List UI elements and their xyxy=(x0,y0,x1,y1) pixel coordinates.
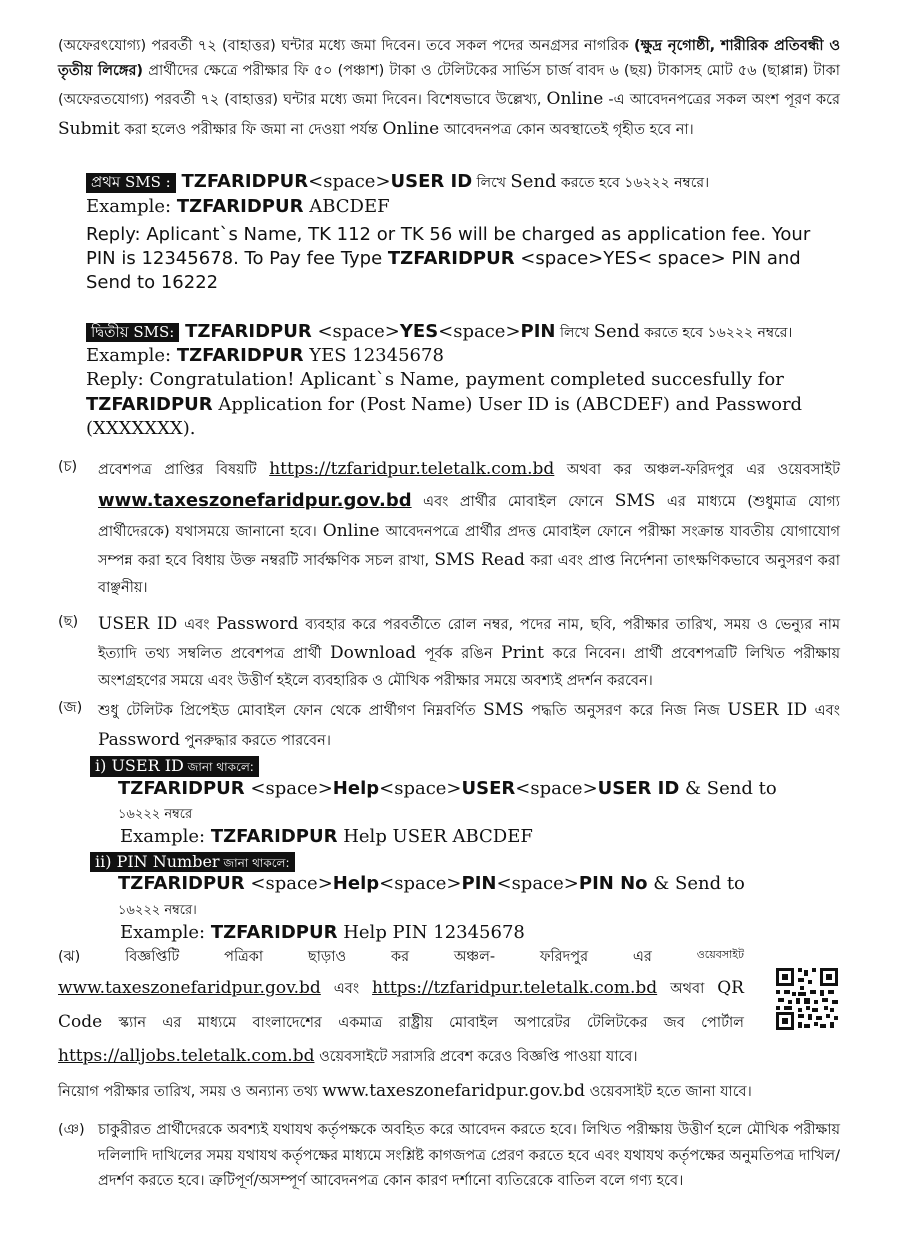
option-ii-ex-cmd: TZFARIDPUR xyxy=(210,922,338,944)
qr-code-icon[interactable] xyxy=(774,966,840,1032)
sms2-example-cmd: TZFARIDPUR xyxy=(176,345,304,367)
recovery-options xyxy=(58,756,840,945)
sms1-cmd: TZFARIDPUR xyxy=(181,171,309,193)
intro-online-2: Online xyxy=(382,118,440,139)
intro-text-4: করা হলেও পরীক্ষার ফি জমা না দেওয়া পর্যন্ত xyxy=(119,121,383,138)
clause-chha-t1: এবং xyxy=(177,616,217,633)
clause-jha-footer xyxy=(58,1077,840,1107)
intro-submit: Submit xyxy=(58,118,120,139)
option-i-sp1: <space> xyxy=(244,777,333,799)
clause-jha-line1 xyxy=(58,945,744,970)
intro-text-5: আবেদনপত্র কোন অবস্থাতেই গৃহীত হবে না। xyxy=(439,121,694,138)
sms1-reply-a: Reply: Aplicant`s Name, TK 112 or TK 56 will be charged as application fee. Your PIN is 12345678. To Pay fee Type xyxy=(86,223,811,270)
clause-jha-w4: কর xyxy=(390,949,410,966)
intro-paragraph xyxy=(58,34,840,144)
option-ii-sp3: <space> xyxy=(496,873,579,895)
sms2-cmd: TZFARIDPUR xyxy=(185,320,312,342)
sms1-tail: লিখে xyxy=(472,175,511,192)
clause-ja-t1: শুধু টেলিটক প্রিপেইড মোবাইল ফোন থেকে প্রার্থীগণ নিম্নবর্ণিত xyxy=(98,703,484,720)
clause-chha-t2: ব্যবহার করে পরবর্তীতে রোল নম্বর, পদের নাম, ছবি, পরীক্ষার তারিখ, সময় ও ভেন্যুর নাম ইত্যাদি তথ্য সম্বলিত প্রবেশপত্র প্রার্থী xyxy=(98,616,840,663)
clause-cha-t5: আবেদনপত্রে প্রার্থীর প্রদত্ত মোবাইল ফোনে পরীক্ষা সংক্রান্ত যাবতীয় যোগাযোগ সম্পন্ন করা হবে বিধায় উক্ত নম্বরটি সার্বক্ষণিক সচল রাখা, xyxy=(98,523,841,570)
option-i-label xyxy=(90,756,259,777)
sms2-reply-a: Reply: Congratulation! Aplicant`s Name, payment completed succesfully for xyxy=(86,369,784,391)
clause-ja-t2: পদ্ধতি অনুসরণ করে নিজ নিজ xyxy=(523,703,728,720)
clause-chha-print: Print xyxy=(501,643,544,664)
option-ii-label-a: ii) PIN Number xyxy=(95,851,220,871)
clause-chha-t4: করে নিবেন। প্রার্থী প্রবেশপত্রটি লিখিত পরীক্ষায় অংশগ্রহণের সময়ে এবং উত্তীর্ণ হইলে ব্যবহারিক ও মৌখিক পরীক্ষার সময়ে অবশ্যই প্রদর্শন করবেন। xyxy=(98,646,840,690)
clause-ja-pw: Password xyxy=(98,730,181,751)
sms1-send: Send xyxy=(510,171,557,193)
taxzone-link[interactable]: www.taxeszonefaridpur.gov.bd xyxy=(98,489,412,511)
clause-nya-index: (ঞ) xyxy=(58,1122,85,1139)
clause-jha-w1: বিজ্ঞপ্তিটি xyxy=(125,949,180,966)
intro-text-3: -এ আবেদনপত্রের সকল অংশ পূরণ করে xyxy=(603,91,840,108)
clause-chha-download: Download xyxy=(330,643,417,664)
sms1-instruction xyxy=(86,170,840,194)
clause-jha-t6: ওয়েবসাইট হতে জানা যাবে। xyxy=(585,1083,752,1100)
sms2-reply-b: Application for (Post Name) User ID is (ABCDEF) and Password (XXXXXXX). xyxy=(86,393,803,439)
option-ii-label-b: জানা থাকলে: xyxy=(219,855,290,870)
option-ii-heading xyxy=(90,852,840,873)
sms2-space-2: <space> xyxy=(438,320,521,342)
clause-ja xyxy=(58,696,840,756)
sms2-tail2: করতে হবে ১৬২২২ নম্বরে। xyxy=(639,324,793,341)
option-i-ex-label: Example: xyxy=(120,826,211,848)
clause-chha xyxy=(58,610,840,695)
clause-chha-text xyxy=(98,610,840,695)
sms2-pin: PIN xyxy=(520,320,556,342)
option-i-heading xyxy=(90,756,840,777)
option-i-help: Help xyxy=(332,777,380,799)
sms2-example xyxy=(86,344,840,368)
option-i-sp2: <space> xyxy=(379,777,462,799)
option-i-ex-cmd: TZFARIDPUR xyxy=(210,826,338,848)
sms1-example xyxy=(86,195,840,219)
clause-ja-t3: এবং xyxy=(807,703,840,720)
option-ii-sp2: <space> xyxy=(379,873,462,895)
option-i-example xyxy=(96,825,840,849)
option-i-label-a: i) USER ID xyxy=(95,755,184,775)
sms2-send: Send xyxy=(593,320,640,342)
option-ii-sp1: <space> xyxy=(244,873,333,895)
sms1-example-label: Example: xyxy=(86,195,177,217)
clause-jha-w3: ছাড়াও xyxy=(307,949,347,966)
option-ii-tail2: ১৬২২২ নম্বরে। xyxy=(118,902,197,918)
option-i-tail2: ১৬২২২ নম্বরে xyxy=(118,807,193,823)
clause-jha-qr: QR Code xyxy=(58,977,744,1032)
clause-chha-t3: পূর্বক রঙিন xyxy=(416,646,502,663)
clause-cha-index: (চ) xyxy=(58,459,78,476)
clause-cha-t2: অথবা কর অঞ্চল-ফরিদপুর এর ওয়েবসাইট xyxy=(554,462,841,479)
option-ii-tail: & Send to xyxy=(647,873,745,895)
option-ii-pinno: PIN No xyxy=(578,873,648,895)
clause-ja-index: (জ) xyxy=(58,700,83,717)
clause-jha-t1: এবং xyxy=(320,980,373,997)
option-ii-ex-val: Help PIN 12345678 xyxy=(337,922,525,944)
clause-jha-w8: ওয়েবসাইট xyxy=(696,948,744,962)
option-i-user: USER xyxy=(461,777,516,799)
option-i-sp3: <space> xyxy=(515,777,598,799)
clause-nya-text: চাকুরীরত প্রার্থীদেরকে অবশ্যই যথাযথ কর্তৃপক্ষকে অবহিত করে আবেদন করতে হবে। লিখিত পরীক্ষায় উত্তীর্ণ হলে মৌখিক পরীক্ষায় দলিলাদি দাখিলের সময় যথাযথ কর্তৃপক্ষের মাধ্যমে সংশ্লিষ্ট কাগজপত্র প্রেরণ করতে হবে এবং যথাযথ কর্তৃপক্ষের অনুমতিপত্র দাখিল/প্রদর্শণ করতে হবে। ত্রুটিপূর্ণ/অসম্পূর্ণ আবেদনপত্র কোন কারণ দর্শানো ব্যতিরেকে বাতিল বলে গণ্য হবে। xyxy=(98,1122,840,1190)
option-i-cmd: TZFARIDPUR xyxy=(118,777,245,799)
clause-cha-t3: এবং প্রার্থীর মোবাইল ফোনে xyxy=(411,493,615,510)
clause-cha-smsread: SMS Read xyxy=(434,550,525,571)
sms2-example-label: Example: xyxy=(86,345,177,367)
intro-text-bold: (ক্ষুদ্র নৃগোষ্ঠী, শারীরিক প্রতিবন্ধী ও তৃতীয় লিঙ্গের) xyxy=(58,38,840,80)
option-ii-help: Help xyxy=(332,873,380,895)
sms2-block xyxy=(58,320,840,441)
sms2-tail: লিখে xyxy=(555,324,594,341)
clause-cha-text xyxy=(98,455,840,601)
sms2-label: দ্বিতীয় SMS: xyxy=(86,323,179,343)
clause-jha-w2: পত্রিকা xyxy=(224,949,264,966)
option-ii-command xyxy=(94,872,840,921)
clause-nya xyxy=(58,1118,840,1194)
clause-jha-index: (ঝ) xyxy=(58,949,81,966)
clause-ja-sms: SMS xyxy=(483,700,524,721)
option-i-ex-val: Help USER ABCDEF xyxy=(337,826,533,848)
sms2-space-1: <space> xyxy=(311,320,400,342)
clause-jha-t5: নিয়োগ পরীক্ষার তারিখ, সময় ও অন্যান্য তথ্য xyxy=(58,1083,323,1100)
taxzone-link-3[interactable]: www.taxeszonefaridpur.gov.bd xyxy=(322,1080,586,1101)
sms1-reply xyxy=(86,223,840,296)
option-i-command xyxy=(94,777,840,826)
clause-jha-w5: অঞ্চল- xyxy=(453,949,496,966)
sms2-example-val: YES 12345678 xyxy=(303,345,444,367)
clause-jha-t3: স্ক্যান এর মাধ্যমে বাংলাদেশের একমাত্র রাষ্ট্রীয় মোবাইল অপারেটর টেলিটকের জব পোর্টাল xyxy=(102,1014,744,1031)
sms1-userid: USER ID xyxy=(390,171,473,193)
clause-jha-t2: অথবা xyxy=(657,980,705,997)
sms1-example-val: ABCDEF xyxy=(303,195,390,217)
sms2-yes: YES xyxy=(399,320,439,342)
teletalk-link[interactable]: https://tzfaridpur.teletalk.com.bd xyxy=(269,459,555,480)
clause-jha-w6: ফরিদপুর xyxy=(539,949,589,966)
option-ii-pin: PIN xyxy=(461,873,497,895)
taxzone-link-2[interactable]: www.taxeszonefaridpur.gov.bd xyxy=(58,977,321,998)
intro-text-1: (অফেরৎযোগ্য) পরবর্তী ৭২ (বাহাত্তর) ঘন্টার মধ্যে জমা দিবেন। তবে সকল পদের অনগ্রসর নাগরিক xyxy=(58,38,634,54)
sms1-space: <space> xyxy=(308,171,391,193)
clause-chha-pw: Password xyxy=(216,613,299,634)
sms1-reply-cmd: TZFARIDPUR xyxy=(387,248,515,270)
clause-jha xyxy=(58,945,840,1072)
sms1-reply-b: <space>YES< space> PIN and Send to 16222 xyxy=(86,248,801,294)
intro-text-2: প্রার্থীদের ক্ষেত্রে পরীক্ষার ফি ৫০ (পঞ্চাশ) টাকা ও টেলিটকের সার্ভিস চার্জ বাবদ ৬ (ছয়) টাকাসহ মোট ৫৬ (ছাপ্পান্ন) টাকা (অফেরতযোগ্য) পরবর্তী ৭২ (বাহাত্তর) ঘন্টার মধ্যে জমা দিবেন। বিশেষভাবে উল্লেখ্য, xyxy=(58,63,840,108)
alljobs-link[interactable]: https://alljobs.teletalk.com.bd xyxy=(58,1045,315,1066)
clause-ja-text xyxy=(98,696,840,756)
clause-cha-t6: করা এবং প্রাপ্ত নির্দেশনা তাৎক্ষণিকভাবে অনুসরণ করা বাঞ্ছনীয়। xyxy=(98,553,841,597)
clause-ja-t4: পুনরুদ্ধার করতে পারবেন। xyxy=(180,733,331,750)
teletalk-link-2[interactable]: https://tzfaridpur.teletalk.com.bd xyxy=(372,977,658,998)
clause-cha-sms: SMS xyxy=(614,490,656,511)
clause-cha-t1: প্রবেশপত্র প্রাপ্তির বিষয়টি xyxy=(98,462,270,479)
clause-ja-uid: USER ID xyxy=(727,700,808,721)
clause-chha-index: (ছ) xyxy=(58,613,79,630)
option-ii-cmd: TZFARIDPUR xyxy=(118,873,245,895)
clause-jha-t4: ওয়েবসাইটে সরাসরি প্রবেশ করেও বিজ্ঞপ্তি পাওয়া যাবে। xyxy=(314,1048,638,1065)
sms1-block xyxy=(58,170,840,295)
option-i-label-b: জানা থাকলে: xyxy=(183,759,254,774)
clause-jha-body xyxy=(58,971,744,1073)
sms1-tail2: করতে হবে ১৬২২২ নম্বরে। xyxy=(556,175,710,192)
option-i-uid: USER ID xyxy=(597,777,680,799)
sms1-example-cmd: TZFARIDPUR xyxy=(176,195,304,217)
intro-online: Online xyxy=(546,88,604,109)
option-ii-ex-label: Example: xyxy=(120,922,211,944)
option-ii-label xyxy=(90,852,295,873)
sms2-reply xyxy=(86,368,840,441)
sms2-instruction xyxy=(86,320,840,344)
sms1-label: প্রথম SMS : xyxy=(86,173,176,193)
option-i-tail: & Send to xyxy=(679,777,777,799)
clause-jha-w7: এর xyxy=(632,949,652,966)
option-ii-example xyxy=(96,921,840,945)
clause-cha xyxy=(58,455,840,601)
sms2-reply-cmd: TZFARIDPUR xyxy=(86,393,213,415)
clause-cha-t4: এর মাধ্যমে (শুধুমাত্র যোগ্য প্রার্থীদেরকে) যথাসময়ে জানানো হবে। xyxy=(98,493,840,540)
clause-cha-online: Online xyxy=(322,520,380,541)
clause-chha-uid: USER ID xyxy=(98,613,178,634)
